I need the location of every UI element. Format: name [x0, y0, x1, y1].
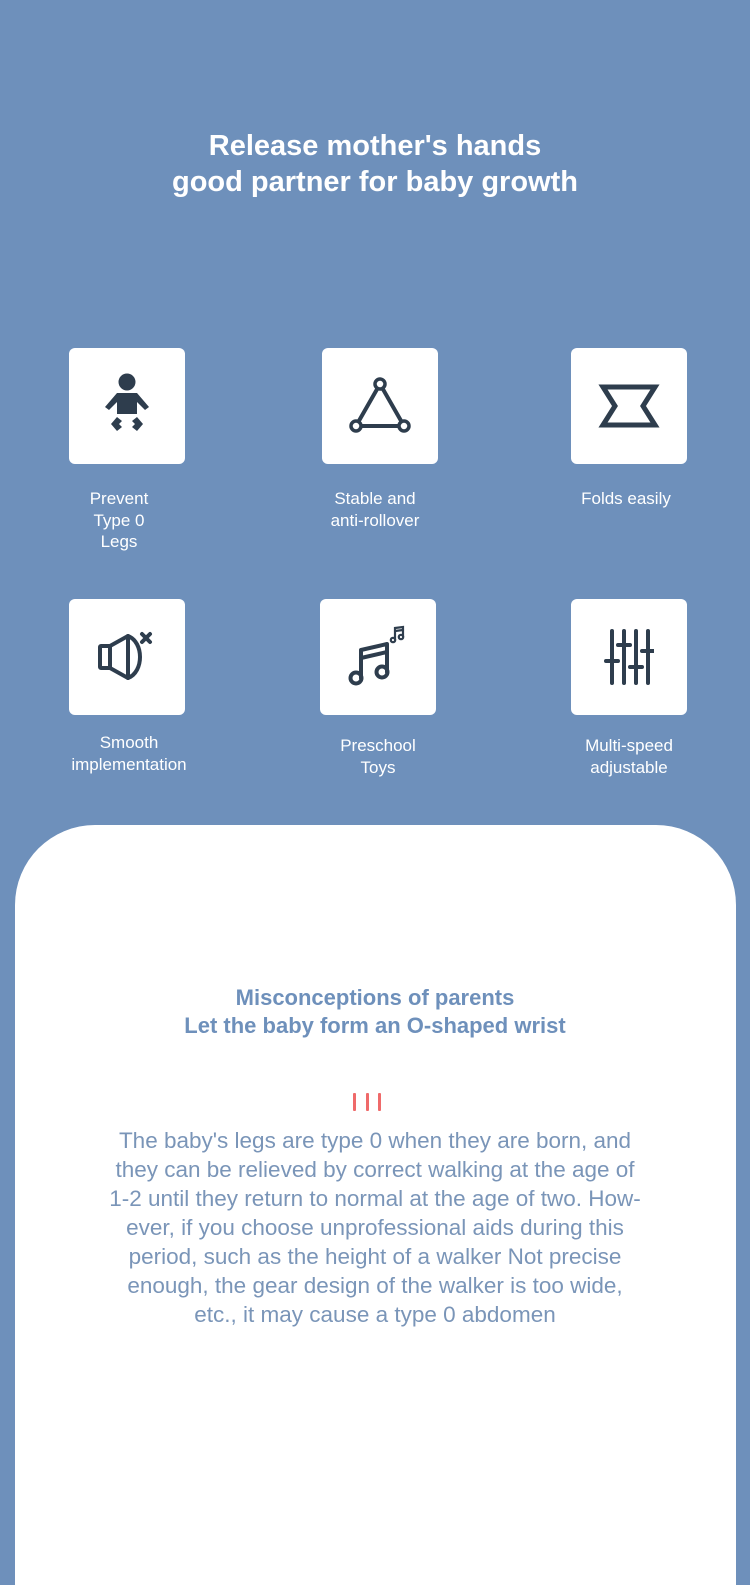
body-line: they can be relieved by correct walking at the age of	[115, 1157, 635, 1182]
body-line: enough, the gear design of the walker is too wide,	[127, 1273, 623, 1298]
adjust-sliders-icon	[604, 627, 654, 687]
section-title	[0, 984, 750, 1040]
divider-bar	[353, 1093, 356, 1111]
section-title-line-2: Let the baby form an O-shaped wrist	[184, 1013, 566, 1038]
feature-tile-prevent-legs	[69, 348, 185, 464]
headline	[0, 128, 750, 200]
feature-label-smooth: Smooth implementation	[71, 733, 187, 774]
triangle-stability-icon	[348, 376, 412, 436]
fold-icon	[597, 381, 661, 431]
headline-line-1: Release mother's hands	[208, 130, 542, 162]
divider-mark	[353, 1093, 381, 1111]
baby-icon	[97, 371, 157, 441]
feature-label-toys: Preschool Toys	[340, 736, 416, 777]
feature-tile-multispeed	[571, 599, 687, 715]
feature-tile-smooth	[69, 599, 185, 715]
feature-label-folds: Folds easily	[581, 489, 671, 508]
divider-bar	[378, 1093, 381, 1111]
feature-label-stable: Stable and anti-rollover	[330, 489, 420, 530]
feature-tile-toys	[320, 599, 436, 715]
body-line: period, such as the height of a walker Not precise	[128, 1244, 622, 1269]
headline-line-2: good partner for baby growth	[172, 166, 578, 198]
body-line: etc., it may cause a type 0 abdomen	[194, 1302, 556, 1327]
body-line: The baby's legs are type 0 when they are born, and	[118, 1128, 632, 1153]
feature-tile-folds	[571, 348, 687, 464]
feature-label-prevent-legs: Prevent Type 0 Legs	[89, 489, 149, 551]
body-line: ever, if you choose unprofessional aids during this	[126, 1215, 624, 1240]
music-note-icon	[345, 622, 411, 692]
section-title-line-1: Misconceptions of parents	[235, 985, 515, 1010]
feature-label-multispeed: Multi-speed adjustable	[585, 736, 673, 777]
divider-bar	[366, 1093, 369, 1111]
body-line: 1-2 until they return to normal at the age of two. How-	[109, 1186, 641, 1211]
section-body	[60, 1126, 690, 1329]
feature-tile-stable	[322, 348, 438, 464]
speaker-mute-icon	[94, 624, 160, 690]
